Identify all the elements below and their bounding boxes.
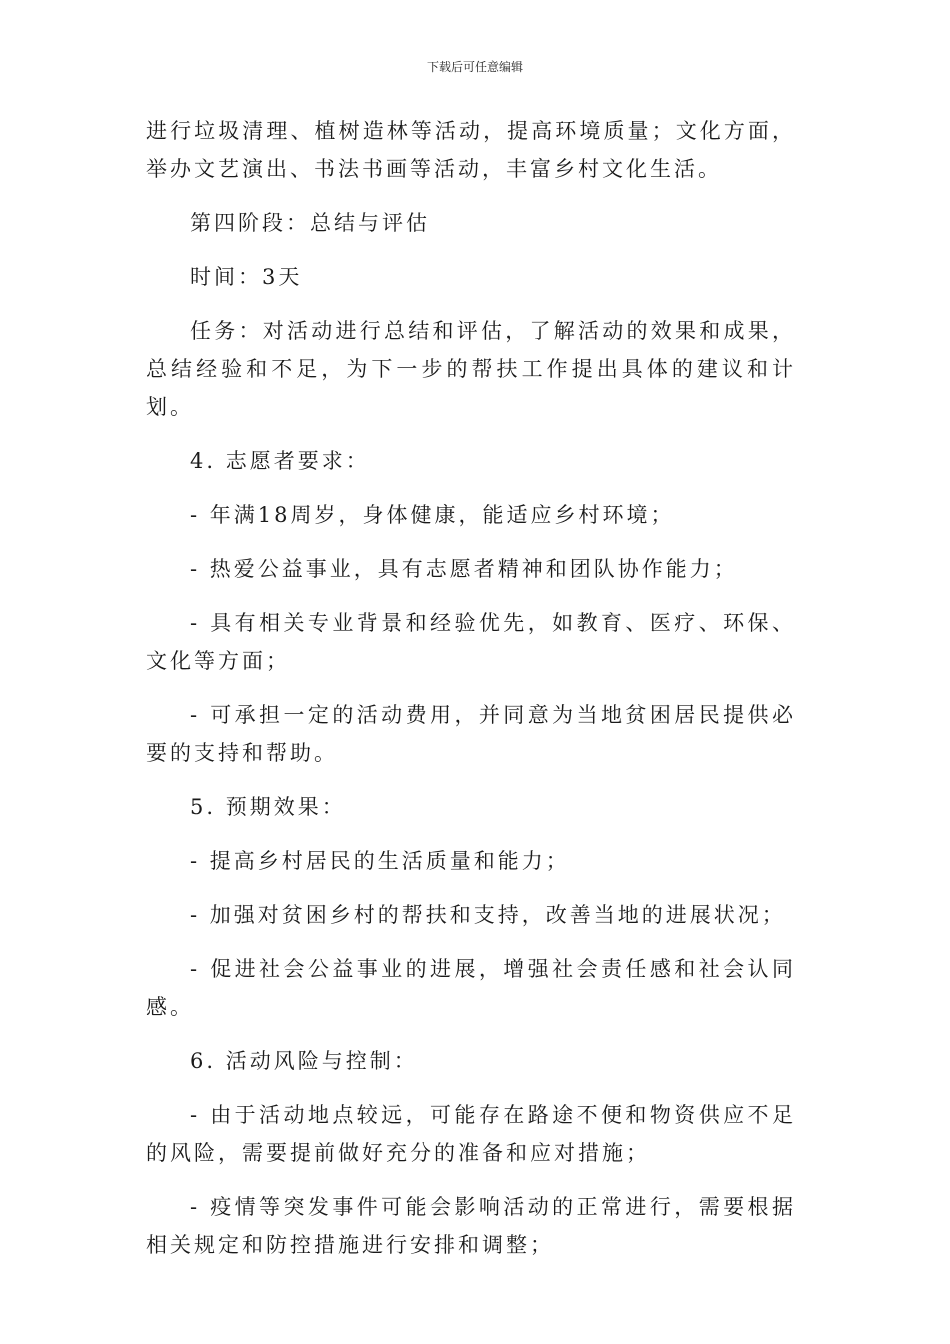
list-item: - 促进社会公益事业的进展，增强社会责任感和社会认同感。 [146,957,796,1019]
list-item: - 提高乡村居民的生活质量和能力； [190,849,570,873]
paragraph: 时间：3天 [190,265,303,289]
list-item: - 疫情等突发事件可能会影响活动的正常进行，需要根据相关规定和防控措施进行安排和调整； [146,1195,796,1257]
section-heading-stage-four: 第四阶段：总结与评估 [190,211,430,235]
list-item: - 加强对贫困乡村的帮扶和支持，改善当地的进展状况； [190,903,786,927]
page-header: 下载后可任意编辑 [426,60,523,74]
section-heading-risk-control: 6. 活动风险与控制： [190,1049,418,1073]
list-item: - 热爱公益事业，具有志愿者精神和团队协作能力； [190,557,738,581]
paragraph: 任务：对活动进行总结和评估，了解活动的效果和成果，总结经验和不足，为下一步的帮扶工作提出具体的建议和计划。 [146,319,796,419]
list-item: - 具有相关专业背景和经验优先，如教育、医疗、环保、文化等方面； [146,611,796,673]
section-heading-expected-effects: 5. 预期效果： [190,795,346,819]
list-item: - 由于活动地点较远，可能存在路途不便和物资供应不足的风险，需要提前做好充分的准备和应对措施； [146,1103,796,1165]
section-heading-volunteer-requirements: 4. 志愿者要求： [190,449,370,473]
document-body [146,112,796,1280]
paragraph: 进行垃圾清理、植树造林等活动，提高环境质量；文化方面，举办文艺演出、书法书画等活动，丰富乡村文化生活。 [146,119,796,181]
list-item: - 可承担一定的活动费用，并同意为当地贫困居民提供必要的支持和帮助。 [146,703,796,765]
list-item: - 年满18周岁，身体健康，能适应乡村环境； [190,503,675,527]
